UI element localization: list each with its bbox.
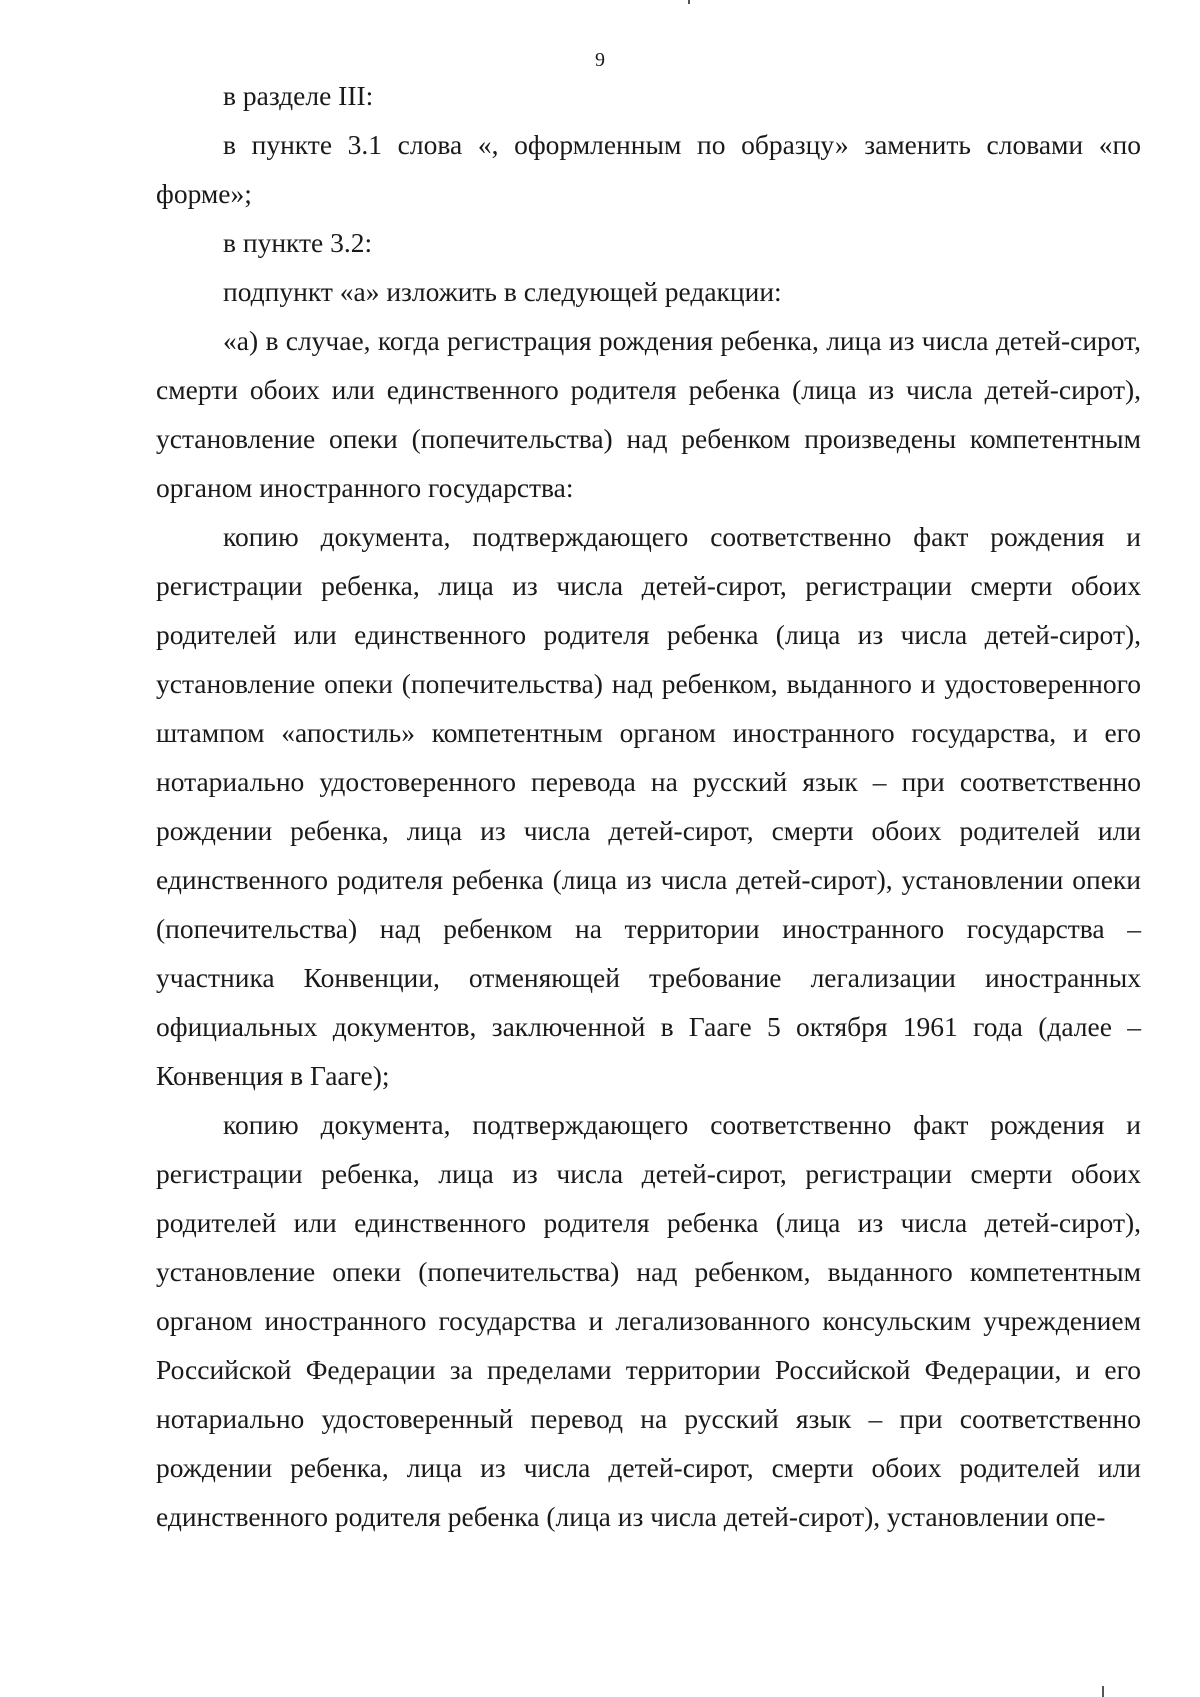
paragraph-item-3-1: в пункте 3.1 слова «, оформленным по образцу» заменить словами «по форме»; — [156, 129, 1141, 209]
paragraph-legalized-copy: копию документа, подтверждающего соответственно факт рождения и регистрации ребенка, лица из числа детей-сирот, регистрации смерти обоих родителей или единственного родителя ребенка (лица из числа детей-сирот), установление опеки (попечительства) над ребенком, выданного компетентным органом иностранного государства и легализованного консульским учреждением Российской Федерации за пределами территории Российской Федерации, и его нотариально удостоверенный перевод на русский язык – при соответственно рождении ребенка, лица из числа детей-сирот, смерти обоих родителей или единственного родителя ребенка (лица из числа детей-сирот), установлении опе- — [156, 1109, 1141, 1532]
scan-speck-bottom-right — [1102, 1686, 1104, 1697]
paragraph-apostille-copy: копию документа, подтверждающего соответственно факт рождения и регистрации ребенка, лица из числа детей-сирот, регистрации смерти обоих родителей или единственного родителя ребенка (лица из числа детей-сирот), установление опеки (попечительства) над ребенком, выданного и удостоверенного штампом «апостиль» компетентным органом иностранного государства, и его нотариально удостоверенного перевода на русский язык – при соответственно рождении ребенка, лица из числа детей-сирот, смерти обоих родителей или единственного родителя ребенка (лица из числа детей-сирот), установлении опеки (попечительства) над ребенком на территории иностранного государства – участника Конвенции, отменяющей требование легализации иностранных официальных документов, заключенной в Гааге 5 октября 1961 года (далее – Конвенция в Гааге); — [156, 521, 1141, 1091]
scan-speck-top — [688, 0, 690, 4]
document-body — [156, 71, 1141, 1541]
paragraph-subitem-a: «а) в случае, когда регистрация рождения ребенка, лица из числа детей-сирот, смерти обоих или единственного родителя ребенка (лица из числа детей-сирот), установление опеки (попечительства) над ребенком произведены компетентным органом иностранного государства: — [156, 325, 1141, 503]
paragraph-subitem-a-intro: подпункт «а» изложить в следующей редакции: — [223, 276, 782, 307]
page-number: 9 — [595, 49, 605, 71]
paragraph-item-3-2: в пункте 3.2: — [223, 227, 373, 258]
paragraph-section-heading: в разделе III: — [223, 80, 374, 111]
